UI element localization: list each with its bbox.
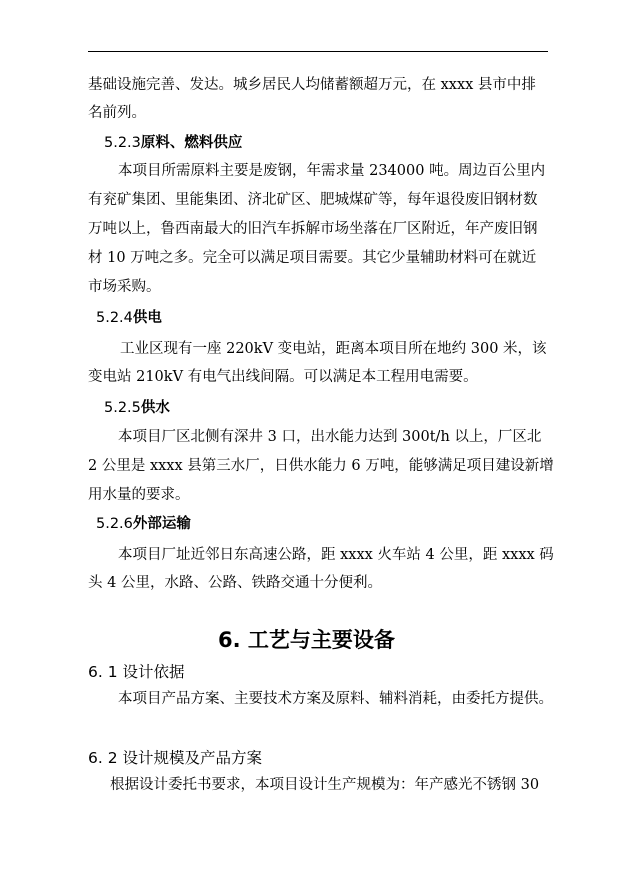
paragraph-line: 根据设计委托书要求，本项目设计生产规模为：年产感光不锈钢 30 <box>110 777 540 793</box>
section-title: 外部运输 <box>132 516 191 532</box>
section-5-2-6-heading <box>96 515 191 533</box>
paragraph-line: 用水量的要求。 <box>88 487 190 503</box>
section-5-2-4-heading <box>96 309 162 327</box>
paragraph-line: 市场采购。 <box>88 279 161 295</box>
paragraph-line: 材 10 万吨之多。完全可以满足项目需要。其它少量辅助材料可在就近 <box>88 250 537 266</box>
section-number: 5.2.3 <box>104 135 141 151</box>
paragraph-line: 2 公里是 xxxx 县第三水厂，日供水能力 6 万吨，能够满足项目建设新增 <box>88 458 554 474</box>
intro-line-1: 基础设施完善、发达。城乡居民人均储蓄额超万元，在 xxxx 县市中排 <box>88 77 536 93</box>
paragraph-line: 本项目厂址近邻日东高速公路，距 xxxx 火车站 4 公里，距 xxxx 码 <box>118 547 554 563</box>
section-6-2-heading: 6. 2 设计规模及产品方案 <box>88 749 263 767</box>
paragraph-line: 本项目厂区北侧有深井 3 口，出水能力达到 300t/h 以上，厂区北 <box>118 429 542 445</box>
section-5-2-3-heading <box>104 134 242 152</box>
paragraph-line: 本项目产品方案、主要技术方案及原料、辅料消耗，由委托方提供。 <box>118 691 553 707</box>
chapter-6-title: 6. 工艺与主要设备 <box>218 628 395 652</box>
paragraph-line: 万吨以上，鲁西南最大的旧汽车拆解市场坐落在厂区附近，年产废旧钢 <box>88 221 538 237</box>
section-number: 5.2.6 <box>96 516 133 532</box>
paragraph-line: 头 4 公里，水路、公路、铁路交通十分便利。 <box>88 575 382 591</box>
header-rule <box>88 51 548 52</box>
paragraph-line: 本项目所需原料主要是废钢，年需求量 234000 吨。周边百公里内 <box>118 163 546 179</box>
intro-line-2: 名前列。 <box>88 105 146 121</box>
section-number: 5.2.5 <box>104 400 141 416</box>
section-title: 供电 <box>132 310 162 326</box>
section-5-2-5-heading <box>104 399 170 417</box>
section-title: 供水 <box>140 400 170 416</box>
section-number: 5.2.4 <box>96 310 133 326</box>
section-title: 原料、燃料供应 <box>140 135 243 151</box>
paragraph-line: 工业区现有一座 220kV 变电站，距离本项目所在地约 300 米，该 <box>120 341 547 357</box>
paragraph-line: 有兖矿集团、里能集团、济北矿区、肥城煤矿等，每年退役废旧钢材数 <box>88 192 538 208</box>
section-6-1-heading: 6. 1 设计依据 <box>88 663 185 681</box>
paragraph-line: 变电站 210kV 有电气出线间隔。可以满足本工程用电需要。 <box>88 369 478 385</box>
